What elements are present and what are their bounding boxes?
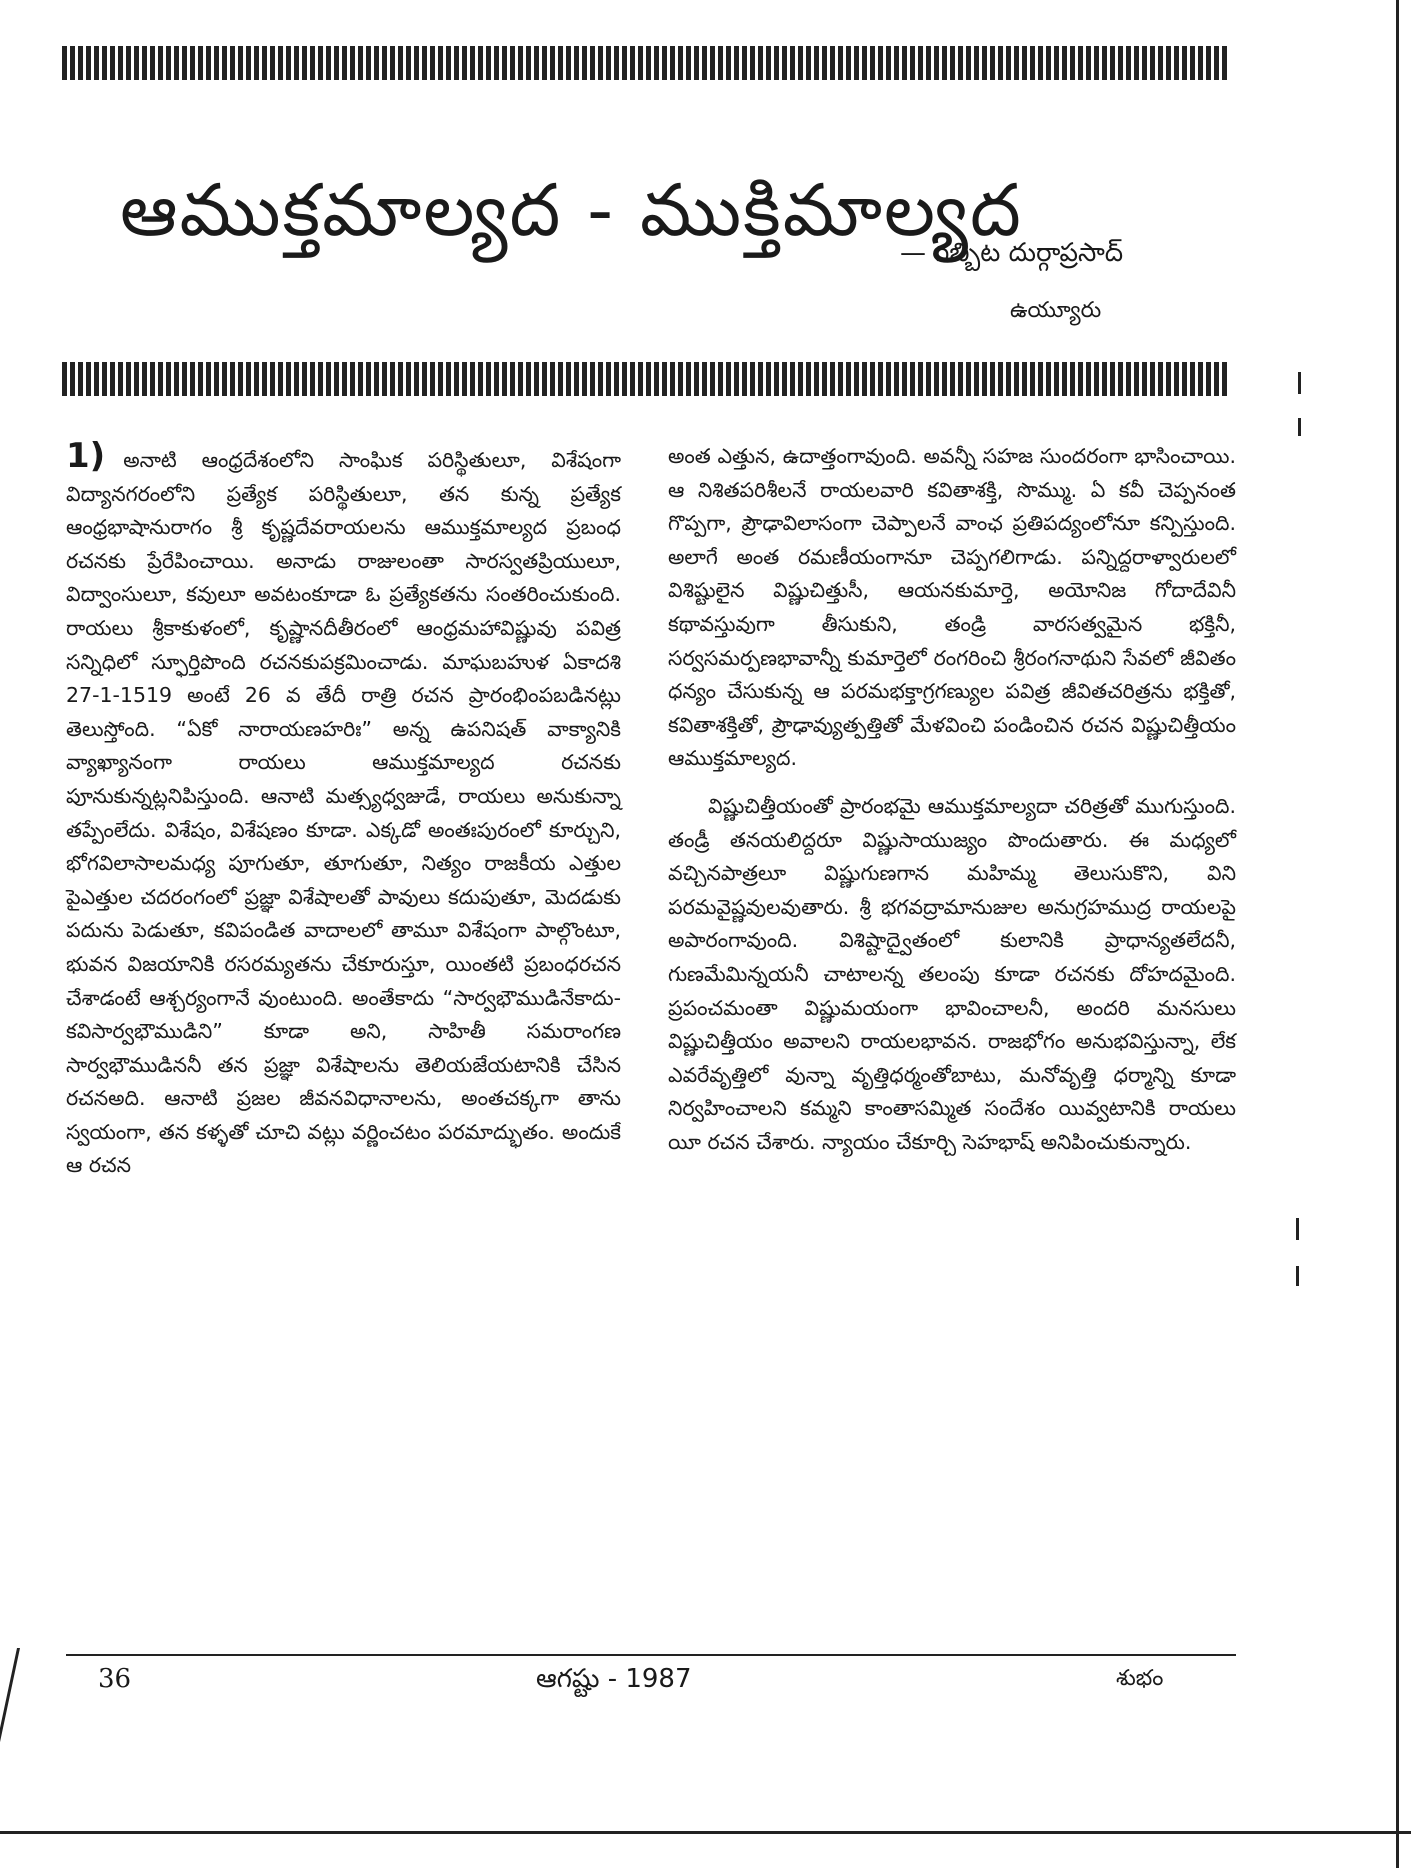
footer-rule	[66, 1654, 1236, 1656]
paragraph-text: అనాటి ఆంధ్రదేశంలోని సాంఘిక పరిస్థితులూ, విశేషంగా విద్యానగరంలోని ప్రత్యేక పరిస్థితులూ, తన కున్న ప్రత్యేక ఆంధ్రభాషానురాగం శ్రీ కృష్ణదేవరాయలను ఆముక్తమాల్యద ప్రబంధ రచనకు ప్రేరేపించాయి. అనాడు రాజులంతా సారస్వతప్రియులూ, విద్వాంసులూ, కవులూ అవటంకూడా ఓ ప్రత్యేకతను సంతరించుకుంది. రాయలు శ్రీకాకుళంలో, కృష్ణానదీతీరంలో ఆంధ్రమహావిష్ణువు పవిత్ర సన్నిధిలో స్ఫూర్తిపొంది రచనకుపక్రమించాడు. మాఘబహుళ ఏకాదశి 27-1-1519 అంటే 26 వ తేదీ రాత్రి రచన ప్రారంభింపబడినట్లు తెలుస్తోంది. “ఏకో నారాయణహరిః” అన్న ఉపనిషత్ వాక్యానికి వ్యాఖ్యానంగా రాయలు ఆముక్తమాల్యద రచనకు పూనుకున్నట్లనిపిస్తుంది. ఆనాటి మత్స్యధ్వజుడే, రాయలు అనుకున్నా తప్పేంలేదు. విశేషం, విశేషణం కూడా. ఎక్కడో అంతఃపురంలో కూర్చుని, భోగవిలాసాలమధ్య పూగుతూ, తూగుతూ, నిత్యం రాజకీయ ఎత్తుల పైఎత్తుల చదరంగంలో ప్రజ్ఞా విశేషాలతో పావులు కదుపుతూ, మెదడుకు పదును పెడుతూ, కవిపండిత వాదాలలో తామూ విశేషంగా పాల్గొంటూ, భువన విజయానికి రసరమ్యతను చేకూరుస్తూ, యింతటి ప్రబంధరచన చేశాడంటే ఆశ్చర్యంగానే వుంటుంది. అంతేకాదు “సార్వభౌముడినేకాదు- కవిసార్వభౌముడిని” కూడా అని, సాహితీ సమరాంగణ సార్వభౌముడిననీ తన ప్రజ్ఞా విశేషాలను తెలియజేయటానికి చేసిన రచనఅది. ఆనాటి ప్రజల జీవనవిధానాలను, అంతచక్కగా తాను స్వయంగా, తన కళ్ళతో చూచి వట్లు వర్ణించటం పరమాద్భుతం. అందుకే ఆ రచన	[66, 448, 621, 1178]
decorative-band-middle	[62, 362, 1230, 396]
issue-date: ఆగష్టు - 1987	[536, 1664, 692, 1694]
text-column-right	[668, 440, 1236, 1159]
paragraph: అంత ఎత్తున, ఉదాత్తంగావుంది. అవన్నీ సహజ సుందరంగా భాసించాయి. ఆ నిశితపరిశీలనే రాయలవారి కవితాశక్తి, సొమ్ము. ఏ కవీ చెప్పనంత గొప్పగా, ప్రౌఢావిలాసంగా చెప్పాలనే వాంఛ ప్రతిపద్యంలోనూ కన్పిస్తుంది. అలాగే అంత రమణీయంగానూ చెప్పగలిగాడు. పన్నిద్దరాళ్వారులలో విశిష్టులైన విష్ణుచిత్తుసీ, ఆయనకుమార్తె, అయోనిజ గోదాదేవినీ కథావస్తువుగా తీసుకుని, తండ్రి వారసత్వమైన భక్తినీ, సర్వసమర్పణభావాన్నీ కుమార్తెలో రంగరించి శ్రీరంగనాథుని సేవలో జీవితం ధన్యం చేసుకున్న ఆ పరమభక్తాగ్రగణ్యుల పవిత్ర జీవితచరిత్రను భక్తితో, కవితాశక్తితో, ప్రౌఢావ్యుత్పత్తితో మేళవించి పండించిన రచన విష్ణుచిత్తీయం ఆముక్తమాల్యద.	[668, 444, 1236, 771]
page-number: 36	[98, 1664, 132, 1694]
paragraph: విష్ణుచిత్తీయంతో ప్రారంభమై ఆముక్తమాల్యదా చరిత్రతో ముగుస్తుంది. తండ్రీ తనయలిద్దరూ విష్ణుసాయుజ్యం పొందుతారు. ఈ మధ్యలో వచ్చినపాత్రలూ విష్ణుగుణగాన మహిమ్మ తెలుసుకొని, విని పరమవైష్ణవులవుతారు. శ్రీ భగవద్రామానుజుల అనుగ్రహముద్ర రాయలపై అపారంగావుంది. విశిష్టాద్వైతంలో కులానికి ప్రాధాన్యతలేదనీ, గుణమేమిన్నయనీ చాటాలన్న తలంపు కూడా రచనకు దోహదమైంది. ప్రపంచమంతా విష్ణుమయంగా భావించాలనీ, అందరి మనసులు విష్ణుచిత్తీయం అవాలని రాయలభావన. రాజభోగం అనుభవిస్తున్నా, లేక ఎవరేవృత్తిలో వున్నా వృత్తిధర్మంతోబాటు, మనోవృత్తి ధర్మాన్ని కూడా నిర్వహించాలని కమ్మని కాంతాసమ్మిత సందేశం యివ్వటానికి రాయలు యీ రచన చేశారు. న్యాయం చేకూర్చి సెహభాష్ అనిపించుకున్నారు.	[668, 793, 1236, 1154]
article-title: ఆముక్తమాల్యద - ముక్తిమాల్యద	[120, 168, 1023, 253]
margin-mark	[1298, 372, 1301, 394]
paragraph-number: 1)	[66, 436, 106, 476]
text-column-left	[66, 436, 621, 1183]
margin-mark	[1296, 1218, 1299, 1240]
decorative-band-top	[62, 46, 1230, 80]
scan-corner-mark	[0, 1648, 60, 1808]
paragraph	[66, 436, 621, 1183]
scan-edge-bottom	[0, 1831, 1411, 1834]
author-place: ఉయ్యూరు	[1010, 298, 1102, 323]
margin-mark	[1298, 418, 1301, 436]
margin-mark	[1296, 1266, 1299, 1286]
magazine-name: శుభం	[1116, 1666, 1164, 1691]
scan-edge-right	[1396, 0, 1399, 1868]
article-author: — గబ్బిట దుర్గాప్రసాద్	[900, 238, 1124, 268]
